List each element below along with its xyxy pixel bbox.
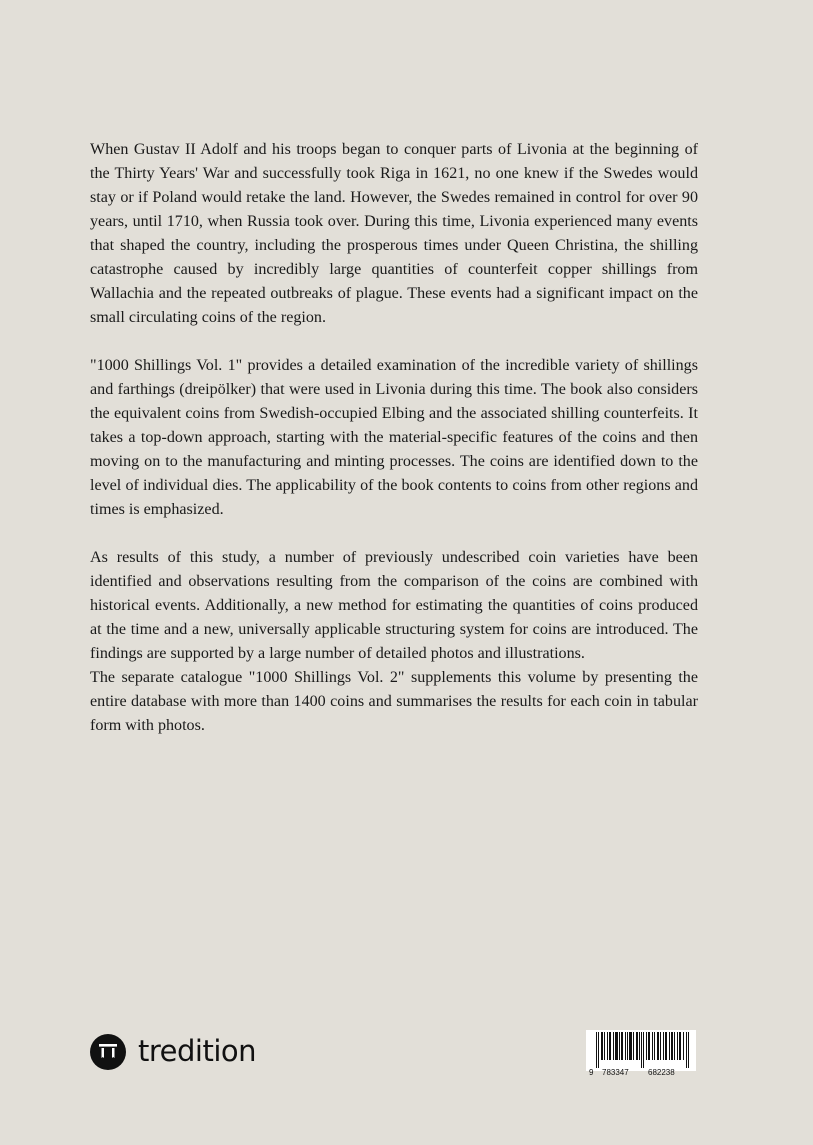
barcode-bar bbox=[598, 1032, 599, 1068]
barcode-bar bbox=[641, 1032, 642, 1068]
publisher-name: tredition bbox=[138, 1033, 257, 1068]
barcode-bar bbox=[601, 1032, 603, 1060]
blurb-paragraph-1: When Gustav II Adolf and his troops began to conquer parts of Livonia at the beginning of the Thirty Years' War and successfully took Riga in 1621, no one knew if the Swedes would stay or if Poland would retake the land. However, the Swedes remained in control for over 90 years, until 1710, when Russia took over. During this time, Livonia experienced many events that shaped the country, including the prosperous times under Queen Christina, the shilling catastrophe caused by incredibly large quantities of counterfeit copper shillings from Wallachia and the repeated outbreaks of plague. These events had a significant impact on the small circulating coins of the region. bbox=[90, 141, 698, 326]
barcode-bar bbox=[674, 1032, 675, 1060]
barcode-bar bbox=[619, 1032, 620, 1060]
blurb-paragraph-4: The separate catalogue "1000 Shillings Vol. 2" supplements this volume by presenting the entire database with more than 1400 coins and summarises the results for each coin in tabular form with photos. bbox=[90, 669, 698, 734]
barcode-bar bbox=[686, 1032, 687, 1068]
barcode-bar bbox=[646, 1032, 647, 1060]
barcode-bar bbox=[648, 1032, 650, 1060]
blurb-paragraph-3: As results of this study, a number of previously undescribed coin varieties have been identified and observations resulting from the comparison of the coins are combined with historical events. Additionally, a new method for estimating the quantities of coins produced at the time and a new, universally applicable structuring system for coins are introduced. The findings are supported by a large number of detailed photos and illustrations. bbox=[90, 549, 698, 662]
isbn-barcode bbox=[586, 1030, 696, 1077]
barcode-bar bbox=[613, 1032, 614, 1060]
barcode-bar bbox=[629, 1032, 632, 1060]
barcode-bar bbox=[652, 1032, 653, 1060]
barcode-bar bbox=[671, 1032, 673, 1060]
barcode-bar bbox=[604, 1032, 605, 1060]
barcode-bar bbox=[643, 1032, 644, 1068]
barcode-bar bbox=[636, 1032, 638, 1060]
barcode-bars bbox=[586, 1030, 696, 1071]
barcode-bar bbox=[621, 1032, 623, 1060]
barcode-bar bbox=[615, 1032, 618, 1060]
barcode-bar bbox=[669, 1032, 670, 1060]
barcode-bar bbox=[609, 1032, 611, 1060]
barcode-digits-left: 783347 bbox=[602, 1068, 629, 1077]
publisher-logo bbox=[90, 1033, 256, 1071]
barcode-bar bbox=[596, 1032, 597, 1068]
barcode-bar bbox=[633, 1032, 634, 1060]
barcode-bar bbox=[679, 1032, 681, 1060]
barcode-bar bbox=[660, 1032, 661, 1060]
barcode-digits-right: 682238 bbox=[648, 1068, 675, 1077]
barcode-bar bbox=[654, 1032, 655, 1060]
barcode-bar bbox=[657, 1032, 659, 1060]
barcode-bar bbox=[688, 1032, 689, 1068]
barcode-bar bbox=[627, 1032, 628, 1060]
barcode-bar bbox=[639, 1032, 640, 1060]
barcode-bar bbox=[625, 1032, 626, 1060]
barcode-bar bbox=[663, 1032, 664, 1060]
tredition-logo-icon bbox=[90, 1034, 126, 1070]
barcode-bar bbox=[607, 1032, 608, 1060]
barcode-bar bbox=[683, 1032, 684, 1060]
barcode-digit-lead: 9 bbox=[589, 1068, 594, 1077]
back-cover-blurb bbox=[90, 138, 698, 738]
blurb-paragraph-2: "1000 Shillings Vol. 1" provides a detailed examination of the incredible variety of shillings and farthings (dreipölker) that were used in Livonia during this time. The book also considers the equivalent coins from Swedish-occupied Elbing and the associated shilling counterfeits. It takes a top-down approach, starting with the material-specific features of the coins and then moving on to the manufacturing and minting processes. The coins are identified down to the level of individual dies. The applicability of the book contents to coins from other regions and times is emphasized. bbox=[90, 357, 698, 518]
barcode-bar bbox=[665, 1032, 667, 1060]
barcode-bar bbox=[677, 1032, 678, 1060]
